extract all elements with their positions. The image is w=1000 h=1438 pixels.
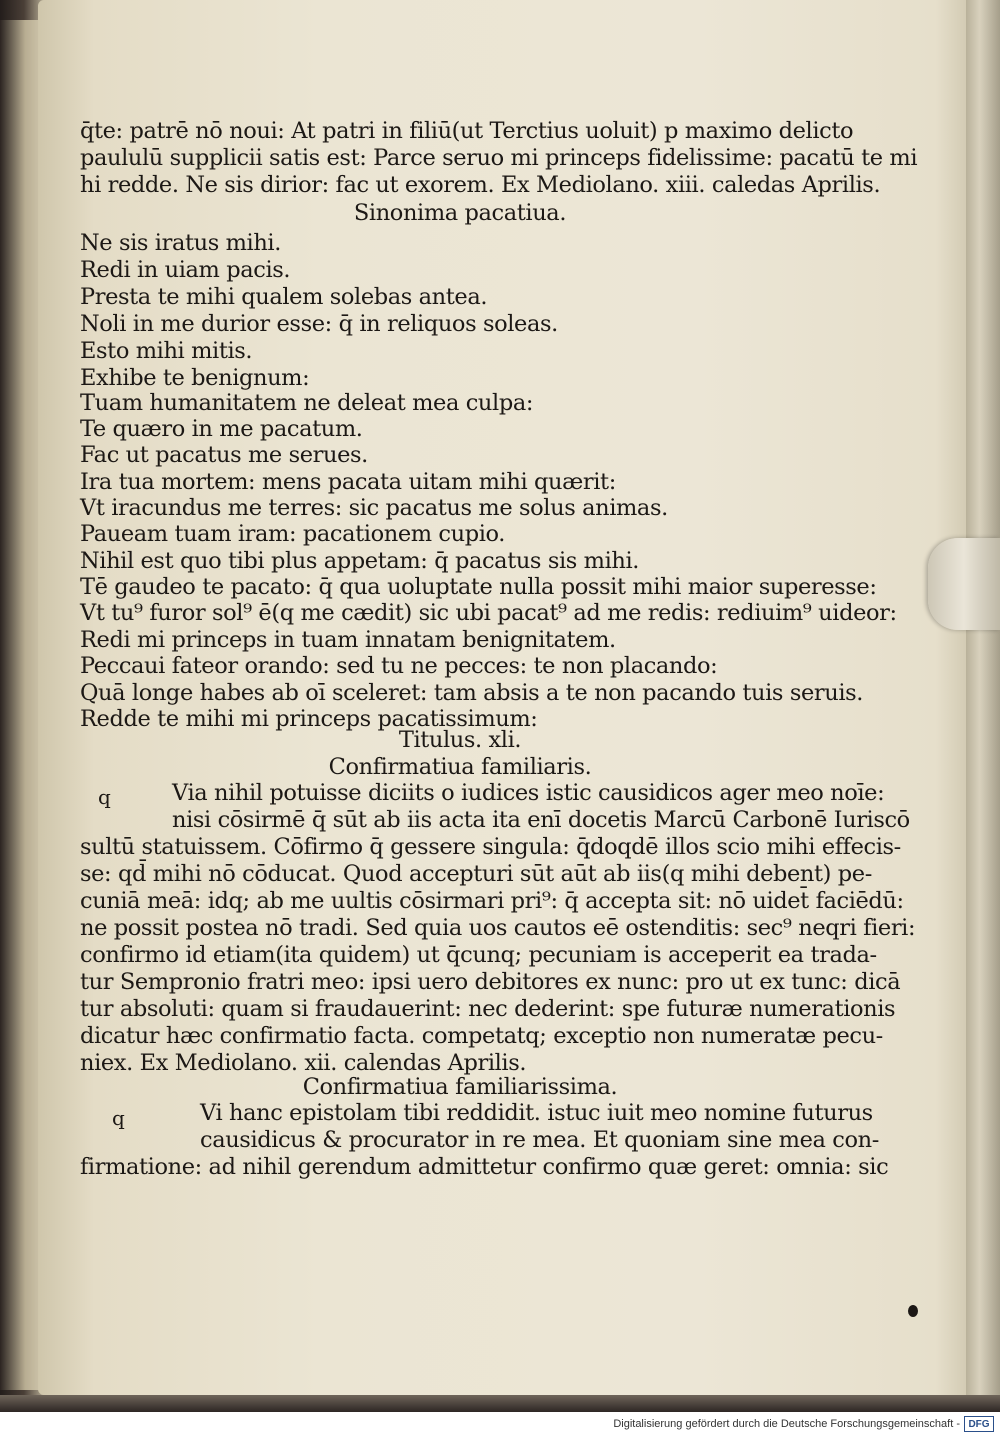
book-clasp [928,538,1000,630]
text-line: ne possit postea nō tradi. Sed quia uos cautos eē ostenditis: sec⁹ neqri fieri: [80,915,916,941]
text-line: Peccaui fateor orando: sed tu ne pecces: te non placando: [80,653,718,679]
text-line: causidicus & procurator in re mea. Et quoniam sine mea con- [200,1127,879,1153]
dfg-logo-icon: DFG [964,1416,994,1432]
ink-dot [908,1305,918,1317]
heading-confirmatiua-familiaris: Confirmatiua familiaris. [328,754,592,780]
text-line: Te quæro in me pacatum. [80,416,363,442]
text-line: Vi hanc epistolam tibi reddidit. istuc iuit meo nomine futurus [200,1100,873,1126]
heading-titulus: Titulus. xli. [398,727,522,753]
text-line: Redi in uiam pacis. [80,257,291,283]
text-line: firmatione: ad nihil gerendum admittetur confirmo quæ geret: omnia: sic [80,1154,889,1180]
text-line: Tē gaudeo te pacato: q̄ qua uoluptate nulla possit mihi maior superesse: [80,574,877,600]
text-line: tur absoluti: quam si fraudauerint: nec dederint: spe futuræ numerationis [80,996,896,1022]
text-line: Vt tu⁹ furor sol⁹ ē(q me cædit) sic ubi pacat⁹ ad me redis: rediuim⁹ uideor: [80,600,897,626]
footer-bar [0,1412,1000,1438]
text-line: Fac ut pacatus me serues. [80,442,368,468]
text-line: tur Sempronio fratri meo: ipsi uero debitores ex nunc: pro ut ex tunc: dicā [80,969,901,995]
text-line: Nihil est quo tibi plus appetam: q̄ pacatus sis mihi. [80,548,640,574]
heading-sinonima: Sinonima pacatiua. [353,200,567,226]
text-line: paululū supplicii satis est: Parce seruo mi princeps fidelissime: pacatū te mi [80,145,918,171]
funding-credit: Digitalisierung gefördert durch die Deutsche Forschungsgemeinschaft - [613,1418,960,1430]
text-line: Noli in me durior esse: q̄ in reliquos soleas. [80,311,558,337]
bottom-binding-strip [0,1395,1000,1412]
text-line: q̄te: patrē nō noui: At patri in filiū(ut Terctius uoluit) p maximo delicto [80,118,854,144]
text-line: Redde te mihi mi princeps pacatissimum: [80,706,538,732]
text-line: Quā longe habes ab oī sceleret: tam absis a te non pacando tuis seruis. [80,680,864,706]
text-line: cuniā meā: idq; ab me uultis cōsirmari pri⁹: q̄ accepta sit: nō uidet̄ faciēdū: [80,888,904,914]
text-line: Exhibe te benignum: [80,365,310,391]
text-line: se: qd̄ mihi nō cōducat. Quod accepturi sūt aūt ab iis(q mihi debent) pe- [80,861,872,887]
page-fore-edge [966,0,1000,1395]
text-line: nisi cōsirmē q̄ sūt ab iis acta ita enī docetis Marcū Carbonē Iuriscō [172,807,910,833]
heading-confirmatiua-familiarissima: Confirmatiua familiarissima. [302,1074,618,1100]
guide-letter-initial: q [112,1106,125,1130]
text-line: dicatur hæc confirmatio facta. competatq; exceptio non numeratæ pecu- [80,1023,883,1049]
text-line: Esto mihi mitis. [80,338,253,364]
text-line: hi redde. Ne sis dirior: fac ut exorem. Ex Mediolano. xiii. caledas Aprilis. [80,172,881,198]
text-line: Via nihil potuisse diciits o iudices istic causidicos ager meo noīe: [172,780,885,806]
text-line: Tuam humanitatem ne deleat mea culpa: [80,390,534,416]
text-line: Redi mi princeps in tuam innatam benignitatem. [80,627,616,653]
guide-letter-initial: q [98,785,111,809]
text-line: confirmo id etiam(ita quidem) ut q̄cunq; pecuniam is acceperit ea trada- [80,942,877,968]
text-line: Vt iracundus me terres: sic pacatus me solus animas. [80,495,668,521]
text-line: Paueam tuam iram: pacationem cupio. [80,521,506,547]
text-line: Presta te mihi qualem solebas antea. [80,284,488,310]
text-line: sultū statuissem. Cōfirmo q̄ gessere singula: q̄doqdē illos scio mihi effecis- [80,834,901,860]
text-line: niex. Ex Mediolano. xii. calendas Aprilis. [80,1050,527,1076]
text-line: Ne sis iratus mihi. [80,230,281,256]
text-line: Ira tua mortem: mens pacata uitam mihi quærit: [80,469,616,495]
